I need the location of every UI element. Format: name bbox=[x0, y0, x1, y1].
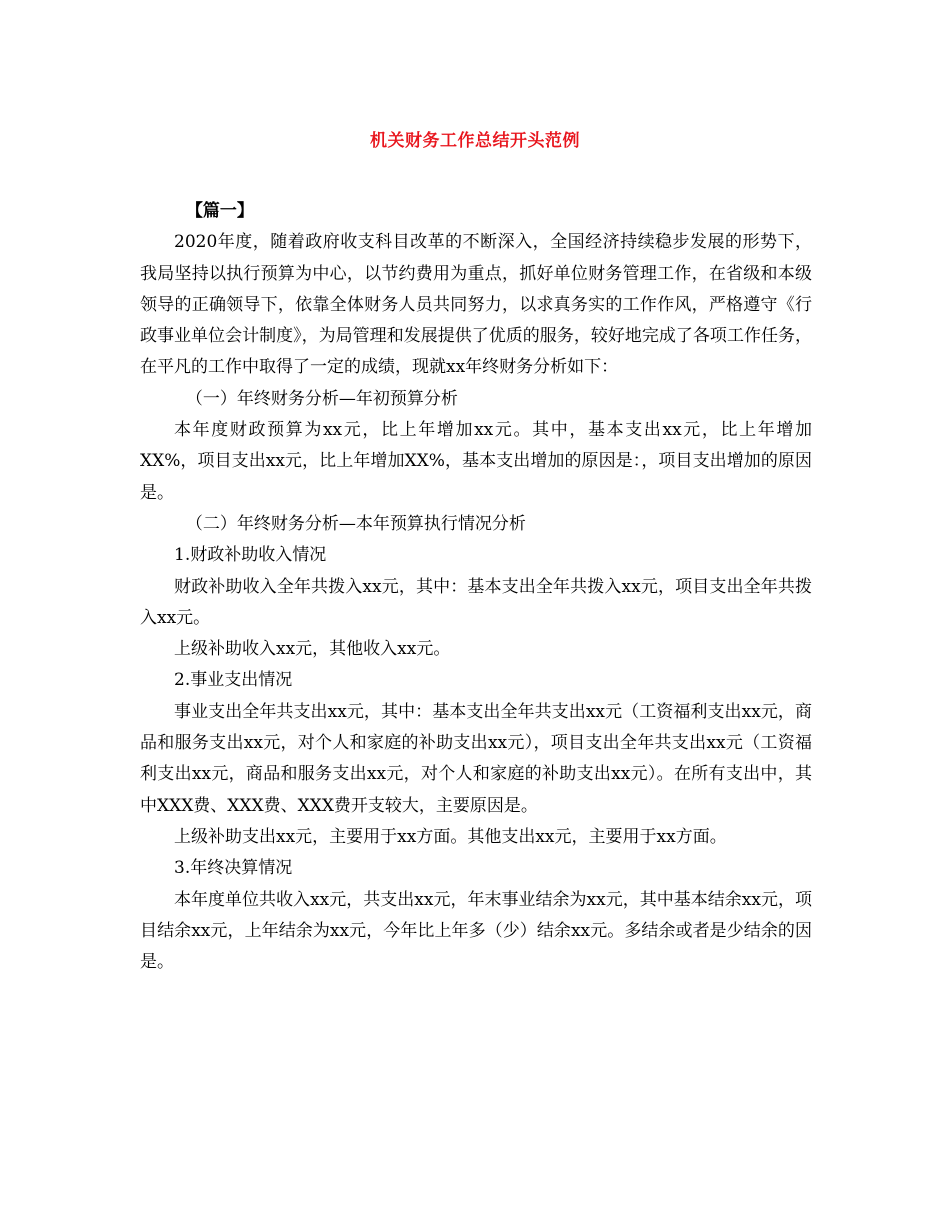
paragraph: 3.年终决算情况 bbox=[174, 858, 293, 879]
subsection-heading: （一）年终财务分析—年初预算分析 bbox=[185, 388, 458, 409]
paragraph: 上级补助收入xx元，其他收入xx元。 bbox=[174, 639, 451, 660]
document-body bbox=[140, 196, 812, 978]
paragraph: 事业支出全年共支出xx元，其中：基本支出全年共支出xx元（工资福利支出xx元，商品和服务支出xx元，对个人和家庭的补助支出xx元），项目支出全年共支出xx元（工资福利支出xx元，商品和服务支出xx元，对个人和家庭的补助支出xx元）。在所有支出中，其中XXX费、XXX费、XXX费开支较大，主要原因是。 bbox=[140, 701, 812, 816]
paragraph: 本年度财政预算为xx元，比上年增加xx元。其中，基本支出xx元，比上年增加XX%，项目支出xx元，比上年增加XX%，基本支出增加的原因是：，项目支出增加的原因是。 bbox=[140, 420, 812, 503]
document-title: 机关财务工作总结开头范例 bbox=[370, 131, 580, 151]
paragraph: 上级补助支出xx元，主要用于xx方面。其他支出xx元，主要用于xx方面。 bbox=[174, 826, 727, 847]
paragraph: 1.财政补助收入情况 bbox=[174, 545, 327, 566]
subsection-heading: （二）年终财务分析—本年预算执行情况分析 bbox=[185, 513, 526, 534]
paragraph: 本年度单位共收入xx元，共支出xx元，年末事业结余为xx元，其中基本结余xx元，项目结余xx元，上年结余为xx元，今年比上年多（少）结余xx元。多结余或者是少结余的因是。 bbox=[140, 889, 812, 973]
section-heading: 【篇一】 bbox=[185, 201, 254, 221]
paragraph: 2020年度，随着政府收支科目改革的不断深入，全国经济持续稳步发展的形势下，我局坚持以执行预算为中心，以节约费用为重点，抓好单位财务管理工作，在省级和本级领导的正确领导下，依靠全体财务人员共同努力，以求真务实的工作作风，严格遵守《行政事业单位会计制度》，为局管理和发展提供了优质的服务，较好地完成了各项工作任务，在平凡的工作中取得了一定的成绩，现就xx年终财务分析如下： bbox=[140, 232, 812, 378]
paragraph: 2.事业支出情况 bbox=[174, 670, 293, 691]
paragraph: 财政补助收入全年共拨入xx元，其中：基本支出全年共拨入xx元，项目支出全年共拨入xx元。 bbox=[140, 576, 812, 628]
